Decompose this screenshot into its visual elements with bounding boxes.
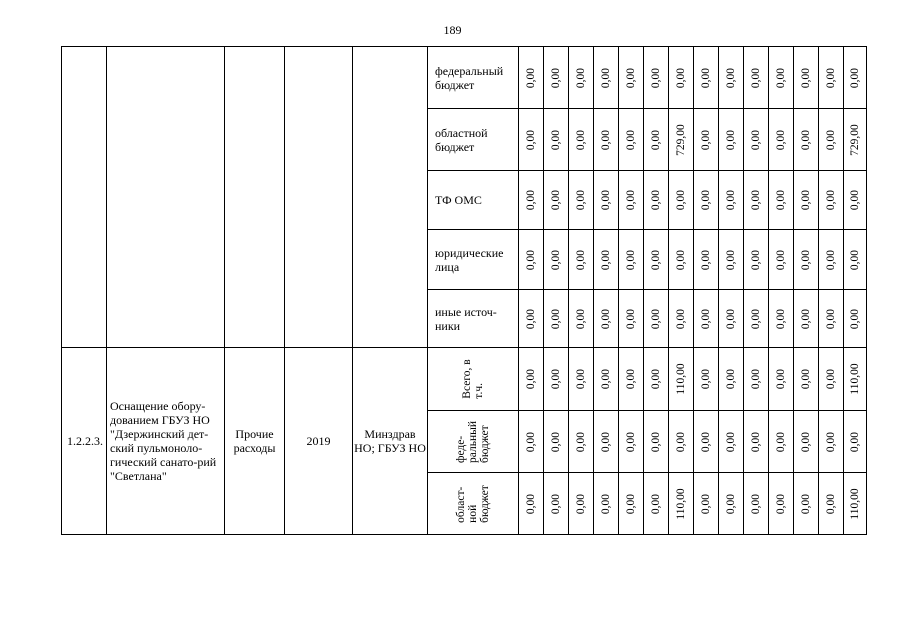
value-text: 0,00 bbox=[625, 368, 637, 390]
value-text: 110,00 bbox=[675, 363, 687, 395]
value-text: 0,00 bbox=[625, 249, 637, 270]
value-text: 0,00 bbox=[750, 431, 762, 452]
value-cell bbox=[694, 109, 719, 171]
value-text: 0,00 bbox=[725, 431, 737, 452]
value-text: 0,00 bbox=[625, 308, 637, 329]
value-cell bbox=[719, 47, 744, 109]
value-text: 0,00 bbox=[650, 493, 662, 514]
value-cell bbox=[594, 411, 619, 473]
value-text: 0,00 bbox=[700, 129, 712, 150]
value-text: 0,00 bbox=[725, 493, 737, 514]
value-cell bbox=[644, 473, 669, 535]
value-text: 0,00 bbox=[650, 368, 662, 390]
value-text: 0,00 bbox=[775, 67, 787, 88]
value-text: 0,00 bbox=[825, 308, 837, 329]
value-cell bbox=[644, 290, 669, 348]
value-cell bbox=[569, 171, 594, 230]
value-text: 0,00 bbox=[825, 189, 837, 211]
value-cell bbox=[819, 348, 844, 411]
funding-source bbox=[428, 348, 519, 411]
value-cell bbox=[819, 109, 844, 171]
value-text: 0,00 bbox=[750, 249, 762, 270]
value-text: 0,00 bbox=[800, 249, 812, 270]
value-text: 0,00 bbox=[675, 67, 687, 88]
value-cell bbox=[619, 171, 644, 230]
value-text: 0,00 bbox=[750, 368, 762, 390]
value-text: 0,00 bbox=[625, 189, 637, 211]
value-cell bbox=[669, 109, 694, 171]
value-text: 0,00 bbox=[550, 308, 562, 329]
value-cell bbox=[544, 348, 569, 411]
value-cell bbox=[594, 230, 619, 290]
value-text: 0,00 bbox=[800, 431, 812, 452]
value-cell bbox=[569, 109, 594, 171]
value-text: 0,00 bbox=[849, 67, 861, 88]
value-cell bbox=[519, 411, 544, 473]
value-text: 0,00 bbox=[625, 129, 637, 150]
value-cell bbox=[794, 348, 819, 411]
value-cell bbox=[594, 171, 619, 230]
value-cell bbox=[544, 171, 569, 230]
value-cell bbox=[569, 230, 594, 290]
value-text: 0,00 bbox=[675, 249, 687, 270]
value-cell bbox=[519, 171, 544, 230]
value-text: 0,00 bbox=[550, 129, 562, 150]
value-cell bbox=[769, 290, 794, 348]
value-text: 0,00 bbox=[575, 189, 587, 211]
value-text: 0,00 bbox=[550, 368, 562, 390]
value-cell bbox=[544, 47, 569, 109]
value-text: 0,00 bbox=[525, 368, 537, 390]
value-cell bbox=[519, 473, 544, 535]
funding-source bbox=[428, 411, 519, 473]
value-text: 0,00 bbox=[675, 431, 687, 452]
value-cell bbox=[794, 47, 819, 109]
value-text: 0,00 bbox=[700, 67, 712, 88]
value-cell bbox=[844, 230, 867, 290]
value-text: 0,00 bbox=[825, 368, 837, 390]
value-cell bbox=[644, 348, 669, 411]
value-text: 0,00 bbox=[625, 67, 637, 88]
value-text: 0,00 bbox=[575, 67, 587, 88]
value-cell bbox=[544, 473, 569, 535]
value-cell bbox=[594, 47, 619, 109]
value-text: 0,00 bbox=[775, 189, 787, 211]
value-cell bbox=[694, 47, 719, 109]
value-cell bbox=[669, 171, 694, 230]
table-row bbox=[62, 47, 867, 109]
value-cell bbox=[744, 411, 769, 473]
value-text: 0,00 bbox=[650, 431, 662, 452]
value-text: 0,00 bbox=[575, 129, 587, 150]
value-text: 0,00 bbox=[525, 493, 537, 514]
value-cell bbox=[569, 473, 594, 535]
value-cell bbox=[669, 47, 694, 109]
funding-source-text: област- ной бюджет bbox=[455, 484, 491, 523]
value-cell bbox=[769, 109, 794, 171]
funding-source bbox=[428, 473, 519, 535]
page-number: 189 bbox=[443, 23, 462, 37]
value-cell bbox=[844, 171, 867, 230]
item-executor: Минздрав НО; ГБУЗ НО bbox=[353, 348, 428, 535]
value-cell bbox=[844, 109, 867, 171]
funding-source: иные источ-ники bbox=[428, 290, 519, 348]
value-cell bbox=[769, 411, 794, 473]
value-cell bbox=[719, 348, 744, 411]
value-text: 0,00 bbox=[700, 249, 712, 270]
value-cell bbox=[719, 411, 744, 473]
value-cell bbox=[669, 411, 694, 473]
value-text: 0,00 bbox=[625, 493, 637, 514]
value-text: 0,00 bbox=[575, 308, 587, 329]
value-cell bbox=[594, 109, 619, 171]
value-text: 0,00 bbox=[675, 189, 687, 211]
value-cell bbox=[819, 47, 844, 109]
empty-cell bbox=[285, 47, 353, 348]
value-cell bbox=[844, 290, 867, 348]
value-cell bbox=[794, 109, 819, 171]
value-cell bbox=[744, 109, 769, 171]
funding-source-text: Всего, в т.ч. bbox=[461, 359, 485, 399]
value-cell bbox=[619, 348, 644, 411]
funding-source: федеральный бюджет bbox=[428, 47, 519, 109]
value-text: 0,00 bbox=[800, 129, 812, 150]
value-text: 0,00 bbox=[625, 431, 637, 452]
empty-cell bbox=[225, 47, 285, 348]
value-cell bbox=[719, 290, 744, 348]
value-cell bbox=[694, 348, 719, 411]
value-text: 0,00 bbox=[700, 431, 712, 452]
value-cell bbox=[619, 109, 644, 171]
value-cell bbox=[794, 411, 819, 473]
value-cell bbox=[594, 290, 619, 348]
value-cell bbox=[844, 47, 867, 109]
value-text: 0,00 bbox=[725, 368, 737, 390]
value-text: 0,00 bbox=[600, 493, 612, 514]
value-cell bbox=[619, 47, 644, 109]
value-cell bbox=[719, 109, 744, 171]
value-cell bbox=[819, 290, 844, 348]
value-text: 0,00 bbox=[800, 189, 812, 211]
value-cell bbox=[744, 290, 769, 348]
value-text: 0,00 bbox=[725, 249, 737, 270]
value-cell bbox=[744, 473, 769, 535]
value-cell bbox=[694, 473, 719, 535]
value-cell bbox=[544, 411, 569, 473]
funding-source: областной бюджет bbox=[428, 109, 519, 171]
value-cell bbox=[819, 473, 844, 535]
empty-cell bbox=[107, 47, 225, 348]
value-text: 0,00 bbox=[525, 189, 537, 211]
value-cell bbox=[644, 109, 669, 171]
value-cell bbox=[694, 230, 719, 290]
value-text: 0,00 bbox=[525, 129, 537, 150]
value-cell bbox=[669, 290, 694, 348]
value-text: 0,00 bbox=[575, 368, 587, 390]
value-cell bbox=[694, 290, 719, 348]
value-cell bbox=[669, 348, 694, 411]
value-cell bbox=[519, 290, 544, 348]
value-text: 0,00 bbox=[825, 493, 837, 514]
value-text: 0,00 bbox=[775, 493, 787, 514]
value-text: 729,00 bbox=[675, 123, 687, 156]
value-cell bbox=[819, 411, 844, 473]
value-text: 0,00 bbox=[750, 67, 762, 88]
value-text: 0,00 bbox=[550, 249, 562, 270]
item-year: 2019 bbox=[285, 348, 353, 535]
funding-source-text: феде- ральный бюджет bbox=[455, 420, 491, 463]
value-text: 0,00 bbox=[650, 67, 662, 88]
value-text: 0,00 bbox=[725, 308, 737, 329]
funding-source: юридические лица bbox=[428, 230, 519, 290]
value-text: 0,00 bbox=[700, 308, 712, 329]
value-cell bbox=[519, 348, 544, 411]
value-text: 0,00 bbox=[600, 249, 612, 270]
value-text: 729,00 bbox=[849, 123, 861, 156]
value-text: 0,00 bbox=[725, 67, 737, 88]
value-text: 0,00 bbox=[849, 249, 861, 270]
value-cell bbox=[844, 411, 867, 473]
value-cell bbox=[569, 47, 594, 109]
value-cell bbox=[744, 348, 769, 411]
value-cell bbox=[669, 473, 694, 535]
value-cell bbox=[744, 47, 769, 109]
value-cell bbox=[769, 47, 794, 109]
value-cell bbox=[694, 411, 719, 473]
value-text: 0,00 bbox=[825, 431, 837, 452]
value-text: 0,00 bbox=[800, 368, 812, 390]
value-text: 0,00 bbox=[650, 249, 662, 270]
value-text: 0,00 bbox=[650, 129, 662, 150]
value-text: 0,00 bbox=[600, 67, 612, 88]
value-text: 0,00 bbox=[750, 308, 762, 329]
value-text: 0,00 bbox=[650, 189, 662, 211]
value-cell bbox=[719, 473, 744, 535]
value-cell bbox=[619, 290, 644, 348]
value-cell bbox=[544, 290, 569, 348]
value-text: 0,00 bbox=[525, 431, 537, 452]
value-cell bbox=[519, 47, 544, 109]
value-text: 0,00 bbox=[525, 67, 537, 88]
value-text: 0,00 bbox=[750, 189, 762, 211]
value-text: 0,00 bbox=[775, 249, 787, 270]
value-text: 0,00 bbox=[600, 368, 612, 390]
expense-category: Прочие расходы bbox=[225, 348, 285, 535]
value-text: 0,00 bbox=[550, 431, 562, 452]
value-cell bbox=[544, 109, 569, 171]
value-text: 0,00 bbox=[700, 189, 712, 211]
value-text: 110,00 bbox=[675, 487, 687, 520]
value-text: 0,00 bbox=[800, 493, 812, 514]
value-text: 0,00 bbox=[650, 308, 662, 329]
value-cell bbox=[619, 230, 644, 290]
value-cell bbox=[519, 230, 544, 290]
value-text: 0,00 bbox=[525, 249, 537, 270]
value-text: 0,00 bbox=[775, 368, 787, 390]
value-cell bbox=[619, 473, 644, 535]
empty-cell bbox=[353, 47, 428, 348]
value-text: 0,00 bbox=[525, 308, 537, 329]
value-cell bbox=[569, 348, 594, 411]
item-code: 1.2.2.3. bbox=[62, 348, 107, 535]
value-cell bbox=[769, 473, 794, 535]
value-cell bbox=[819, 230, 844, 290]
value-text: 0,00 bbox=[775, 129, 787, 150]
value-cell bbox=[719, 171, 744, 230]
value-cell bbox=[844, 348, 867, 411]
value-text: 0,00 bbox=[550, 67, 562, 88]
value-text: 0,00 bbox=[800, 308, 812, 329]
value-cell bbox=[794, 290, 819, 348]
value-cell bbox=[594, 473, 619, 535]
value-cell bbox=[769, 348, 794, 411]
value-text: 0,00 bbox=[575, 493, 587, 514]
value-text: 0,00 bbox=[575, 249, 587, 270]
value-cell bbox=[694, 171, 719, 230]
value-text: 0,00 bbox=[725, 189, 737, 211]
value-text: 0,00 bbox=[600, 431, 612, 452]
funding-source: ТФ ОМС bbox=[428, 171, 519, 230]
value-cell bbox=[619, 411, 644, 473]
value-cell bbox=[569, 411, 594, 473]
value-text: 110,00 bbox=[849, 363, 861, 395]
item-name: Оснащение обору-дованием ГБУЗ НО "Дзержинский дет-ский пульмоноло-гический санато-рий "Светлана" bbox=[107, 348, 225, 535]
value-text: 0,00 bbox=[700, 493, 712, 514]
empty-cell bbox=[62, 47, 107, 348]
budget-table bbox=[61, 46, 867, 535]
value-cell bbox=[819, 171, 844, 230]
value-text: 0,00 bbox=[600, 308, 612, 329]
value-cell bbox=[644, 230, 669, 290]
value-text: 0,00 bbox=[825, 249, 837, 270]
value-cell bbox=[794, 473, 819, 535]
value-text: 0,00 bbox=[575, 431, 587, 452]
value-text: 0,00 bbox=[700, 368, 712, 390]
value-cell bbox=[719, 230, 744, 290]
value-cell bbox=[594, 348, 619, 411]
value-cell bbox=[744, 171, 769, 230]
value-cell bbox=[569, 290, 594, 348]
value-cell bbox=[644, 47, 669, 109]
value-text: 0,00 bbox=[750, 493, 762, 514]
value-text: 0,00 bbox=[775, 308, 787, 329]
value-text: 0,00 bbox=[600, 189, 612, 211]
value-text: 0,00 bbox=[849, 308, 861, 329]
table-row bbox=[62, 348, 867, 411]
value-cell bbox=[519, 109, 544, 171]
value-cell bbox=[844, 473, 867, 535]
value-text: 0,00 bbox=[550, 189, 562, 211]
value-text: 0,00 bbox=[800, 67, 812, 88]
value-cell bbox=[769, 171, 794, 230]
value-cell bbox=[794, 171, 819, 230]
value-text: 0,00 bbox=[725, 129, 737, 150]
value-cell bbox=[769, 230, 794, 290]
value-text: 0,00 bbox=[550, 493, 562, 514]
value-text: 0,00 bbox=[849, 431, 861, 452]
value-cell bbox=[644, 171, 669, 230]
value-text: 0,00 bbox=[600, 129, 612, 150]
value-cell bbox=[644, 411, 669, 473]
value-cell bbox=[544, 230, 569, 290]
value-text: 110,00 bbox=[849, 487, 861, 520]
value-text: 0,00 bbox=[849, 189, 861, 211]
value-cell bbox=[669, 230, 694, 290]
value-text: 0,00 bbox=[825, 67, 837, 88]
value-cell bbox=[794, 230, 819, 290]
value-cell bbox=[744, 230, 769, 290]
value-text: 0,00 bbox=[750, 129, 762, 150]
value-text: 0,00 bbox=[675, 308, 687, 329]
value-text: 0,00 bbox=[775, 431, 787, 452]
value-text: 0,00 bbox=[825, 129, 837, 150]
